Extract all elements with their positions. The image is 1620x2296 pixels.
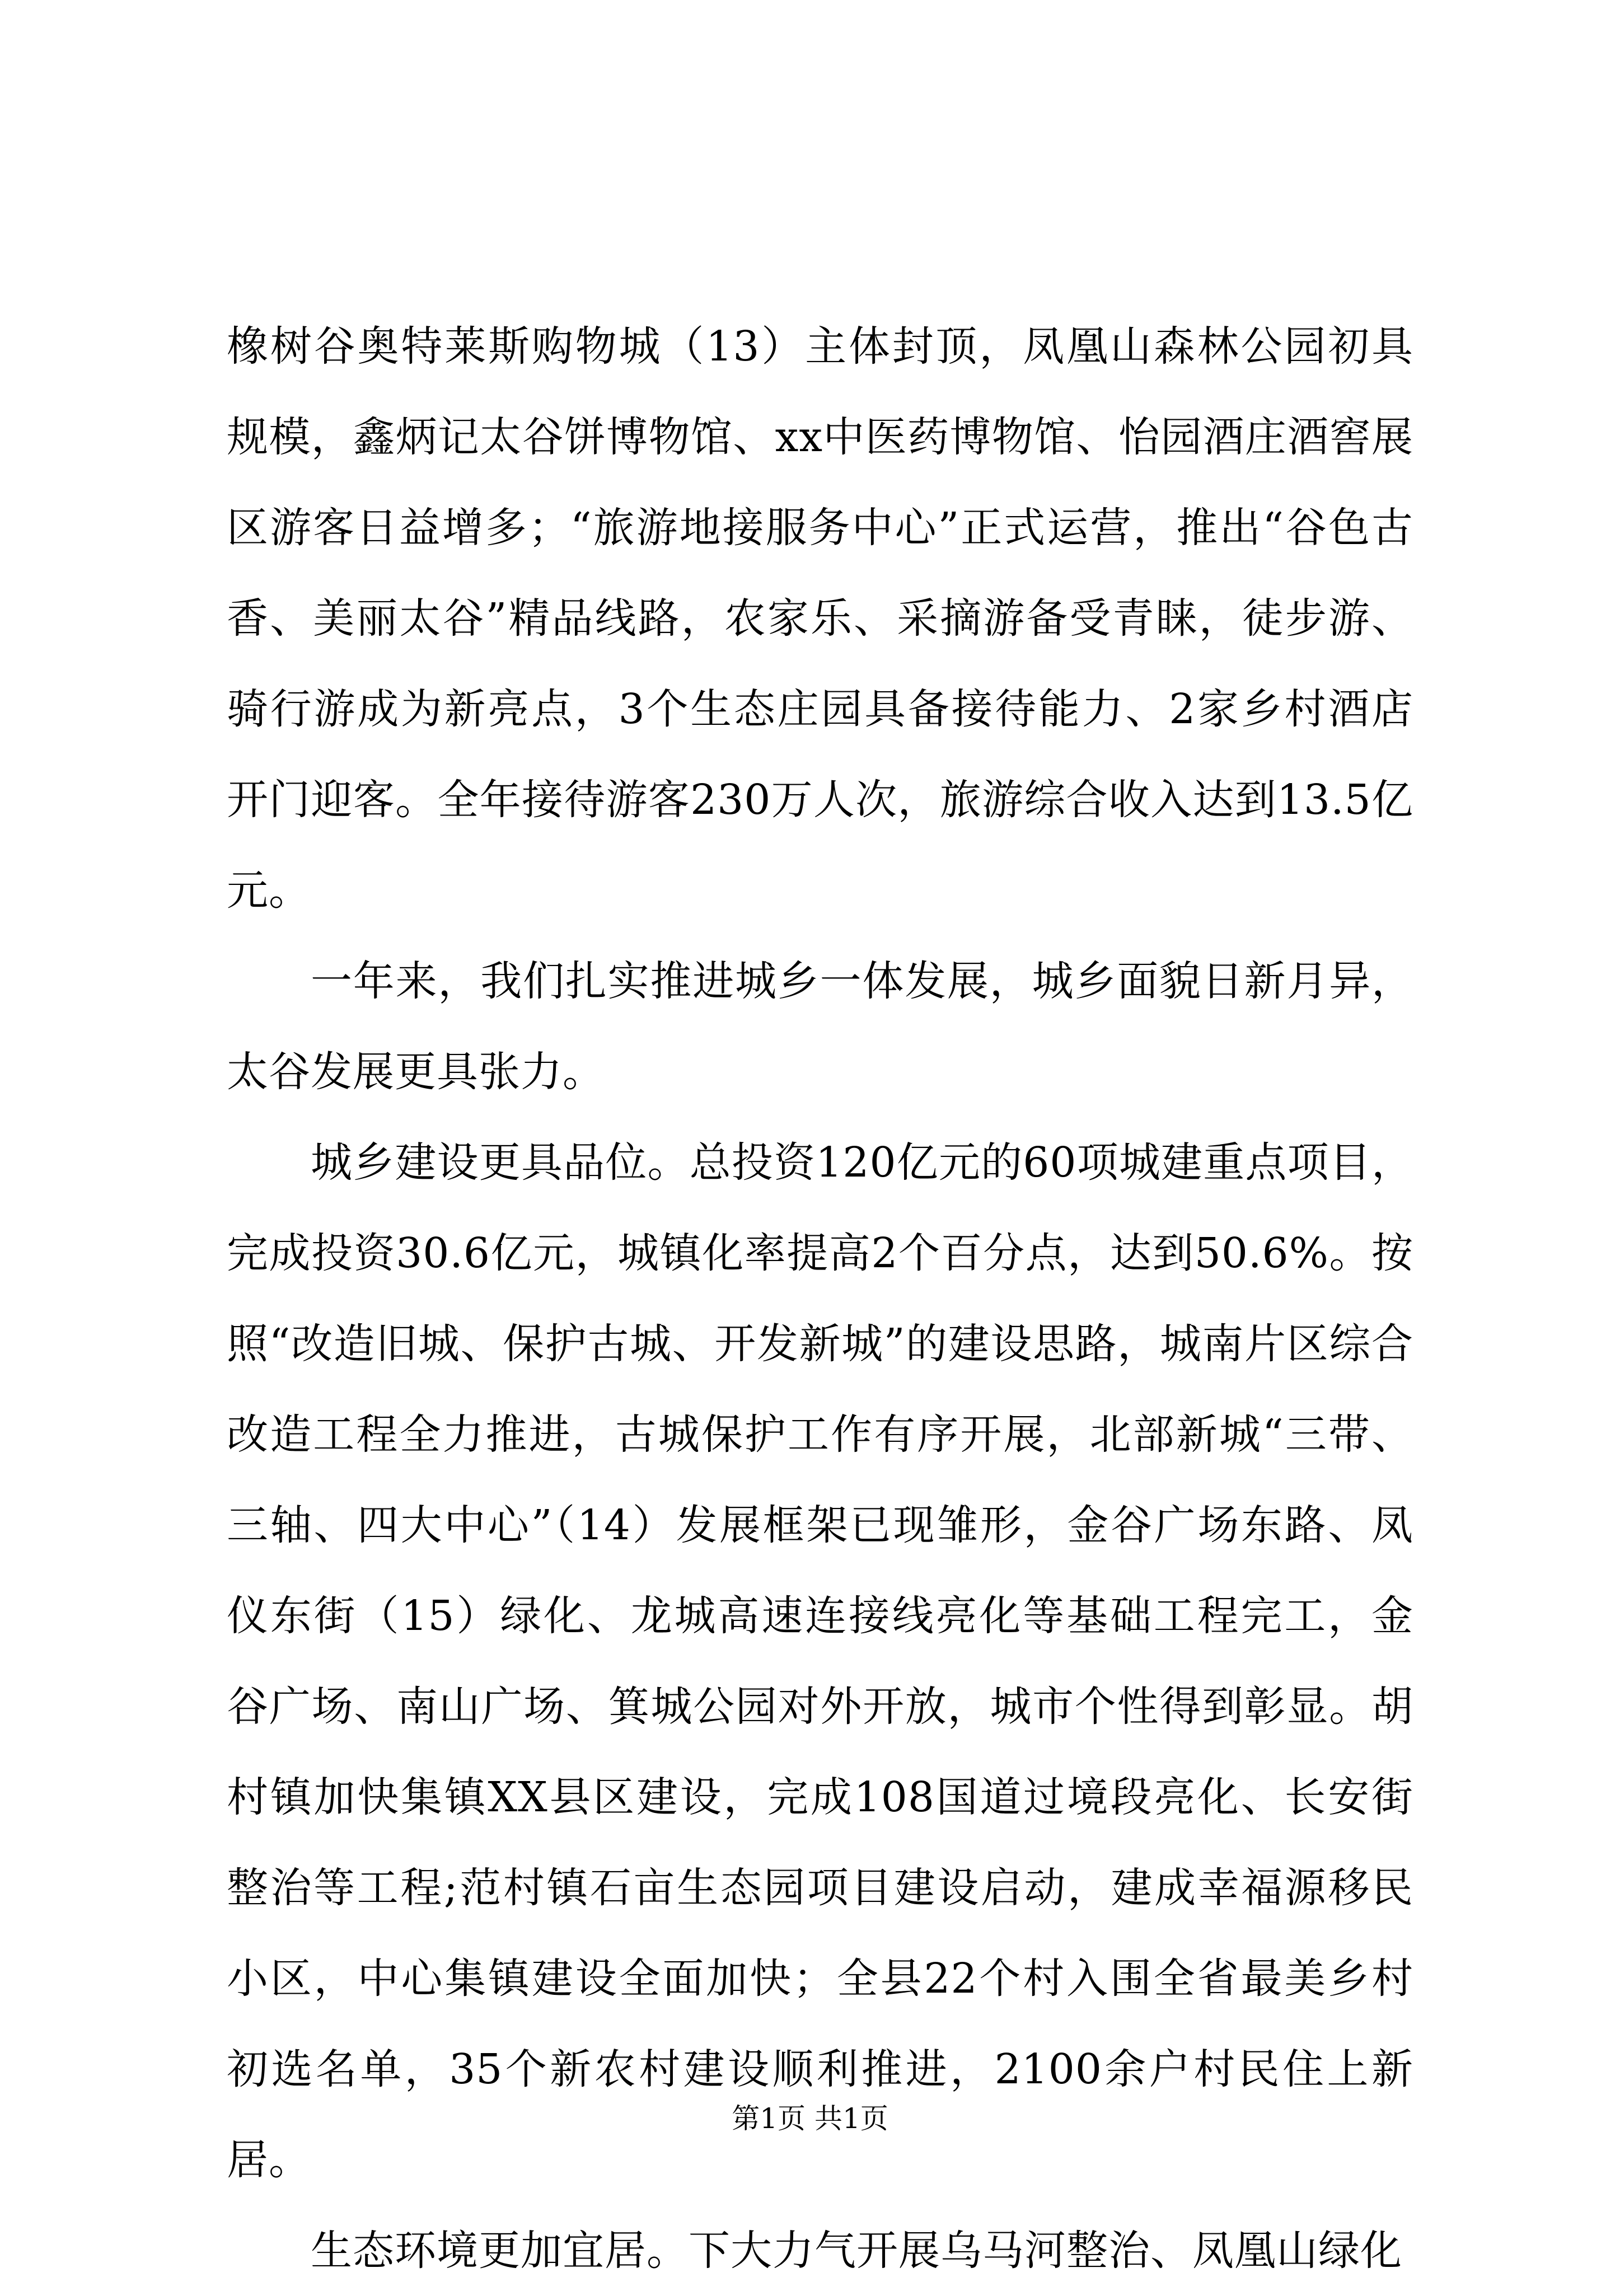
page-footer: 第1页 共1页 bbox=[732, 2102, 888, 2135]
paragraph-tourism: 橡树谷奥特莱斯购物城（13）主体封顶，凤凰山森林公园初具规模，鑫炳记太谷饼博物馆、xx中医药博物馆、怡园酒庄酒窖展区游客日益增多；“旅游地接服务中心”正式运营，推出“谷色古香、美丽太谷”精品线路，农家乐、采摘游备受青睐，徒步游、骑行游成为新亮点，3个生态庄园具备接待能力、2家乡村酒店开门迎客。全年接待游客230万人次，旅游综合收入达到13.5亿元。 bbox=[227, 322, 1413, 915]
paragraph-ecology: 生态环境更加宜居。下大力气开展乌马河整治、凤凰山绿化 bbox=[311, 2227, 1402, 2275]
paragraph-urban-construction: 城乡建设更具品位。总投资120亿元的60项城建重点项目，完成投资30.6亿元，城镇化率提高2个百分点，达到50.6%。按照“改造旧城、保护古城、开发新城”的建设思路，城南片区综合改造工程全力推进，古城保护工作有序开展，北部新城“三带、三轴、四大中心”（14）发展框架已现雏形，金谷广场东路、凤仪东街（15）绿化、龙城高速连接线亮化等基础工程完工，金谷广场、南山广场、箕城公园对外开放，城市个性得到彰显。胡村镇加快集镇XX县区建设，完成108国道过境段亮化、长安街整治等工程;范村镇石亩生态园项目建设启动，建成幸福源移民小区，中心集镇建设全面加快；全县22个村入围全省最美乡村初选名单，35个新农村建设顺利推进，2100余户村民住上新居。 bbox=[227, 1138, 1413, 2184]
document-body bbox=[227, 301, 1413, 2296]
paragraph-urban-rural-summary: 一年来，我们扎实推进城乡一体发展，城乡面貌日新月异，太谷发展更具张力。 bbox=[227, 957, 1413, 1096]
